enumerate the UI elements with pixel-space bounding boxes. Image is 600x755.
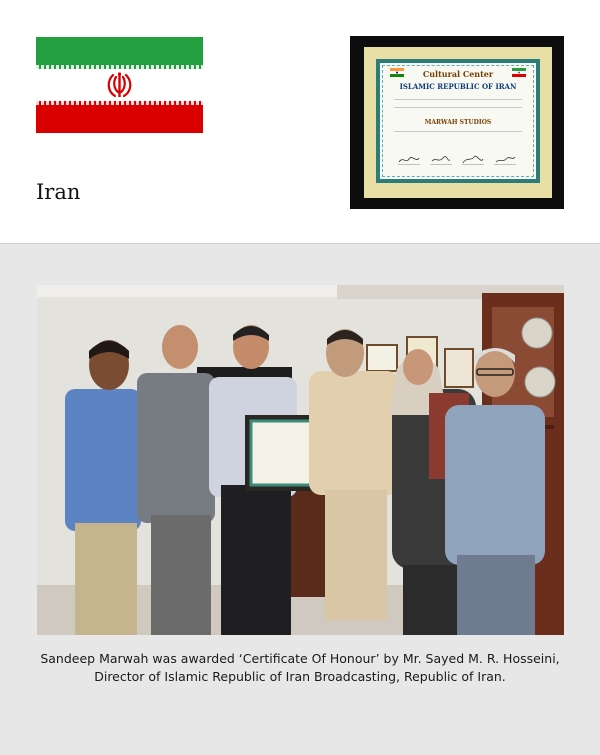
award-ceremony-photo xyxy=(37,285,564,635)
iran-flag-image xyxy=(36,37,203,133)
group-photo-illustration xyxy=(37,285,564,635)
flag-takbir-trim-top xyxy=(36,65,203,69)
certificate-paper xyxy=(376,59,540,183)
iran-mini-flag-icon xyxy=(512,68,526,77)
framed-certificate-image xyxy=(350,36,564,209)
caption-line-2: Director of Islamic Republic of Iran Broadcasting, Republic of Iran. xyxy=(94,669,506,684)
signature-icon xyxy=(398,155,420,165)
certificate-mat xyxy=(364,47,552,198)
caption-line-1: Sandeep Marwah was awarded ‘Certificate Of Honour’ by Mr. Sayed M. R. Hosseini, xyxy=(40,651,560,666)
certificate-text-line xyxy=(394,131,522,132)
signature-icon xyxy=(494,155,516,165)
signature-icon xyxy=(430,155,452,165)
country-name: Iran xyxy=(36,180,81,204)
certificate-text-line xyxy=(394,107,522,108)
photo-caption xyxy=(20,650,580,686)
header-section xyxy=(0,0,600,243)
signature-icon xyxy=(462,155,484,165)
certificate-studio-name: MARWAH STUDIOS xyxy=(424,119,492,126)
certificate-text-line xyxy=(394,99,522,100)
flag-red-band xyxy=(36,101,203,133)
flag-emblem-icon xyxy=(106,71,133,99)
certificate-title: Cultural Center xyxy=(422,69,494,79)
flag-takbir-trim-bottom xyxy=(36,101,203,105)
certificate-subtitle: ISLAMIC REPUBLIC OF IRAN xyxy=(399,82,517,91)
